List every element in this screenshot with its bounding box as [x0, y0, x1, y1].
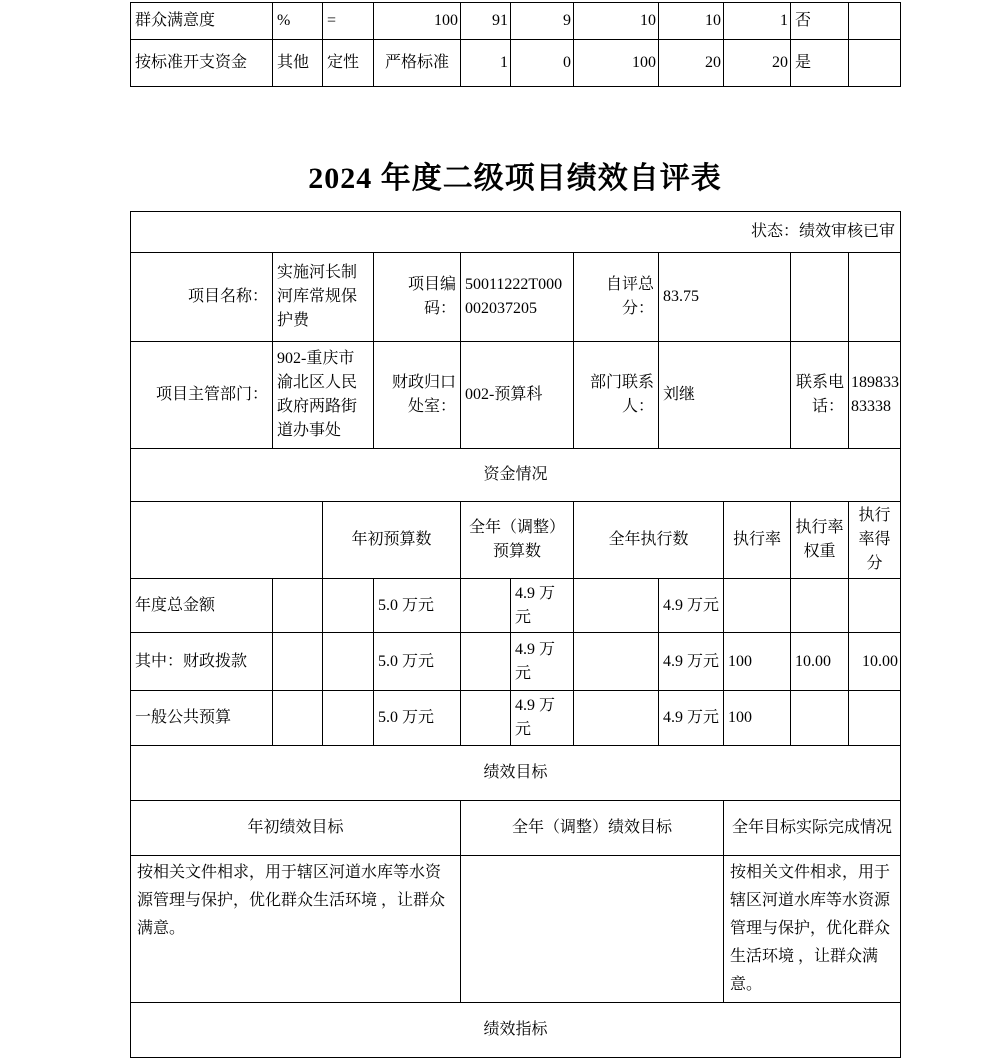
indicator-table-tail — [130, 2, 901, 87]
targets-content-row — [131, 856, 901, 1003]
col-header-executed: 全年执行数 — [574, 502, 724, 579]
col-header-actual-completion: 全年目标实际完成情况 — [724, 801, 901, 856]
finance-office-label: 财政归口处室： — [374, 342, 461, 449]
fund-executed: 4.9 万元 — [659, 633, 724, 691]
indicator-symbol-cell: = — [323, 3, 374, 40]
empty-cell — [323, 579, 374, 633]
project-code-value: 50011222T000002037205 — [461, 253, 574, 342]
phone-label: 联系电话： — [791, 342, 849, 449]
project-name-label: 项目名称： — [131, 253, 273, 342]
indicator-value-cell: 1 — [461, 40, 511, 87]
fund-adjusted-budget: 4.9 万元 — [511, 691, 574, 746]
fund-rate: 100 — [724, 633, 791, 691]
empty-cell — [574, 633, 659, 691]
fund-rate-weight — [791, 691, 849, 746]
fund-initial-budget: 5.0 万元 — [374, 633, 461, 691]
col-header-initial-target: 年初绩效目标 — [131, 801, 461, 856]
fund-rate-score — [849, 691, 901, 746]
finance-office-value: 002-预算科 — [461, 342, 574, 449]
contact-person-value: 刘继 — [659, 342, 791, 449]
targets-section-row — [131, 746, 901, 801]
indicators-section-row — [131, 1003, 901, 1058]
actual-completion-text: 按相关文件相求，用于辖区河道水库等水资源管理与保护，优化群众生活环境 ，让群众满意。 — [724, 856, 901, 1003]
indicator-weight-cell: 10 — [659, 3, 724, 40]
empty-cell — [461, 579, 511, 633]
indicator-value-cell: 100 — [574, 40, 659, 87]
targets-section-title: 绩效目标 — [131, 746, 901, 801]
project-name-value: 实施河长制河库常规保护费 — [273, 253, 374, 342]
status-text: 状态：绩效审核已审 — [131, 212, 901, 253]
empty-cell — [323, 691, 374, 746]
funds-row-public-budget — [131, 691, 901, 746]
empty-cell — [273, 691, 323, 746]
col-header-adjusted-target: 全年（调整）绩效目标 — [461, 801, 724, 856]
phone-value: 18983383338 — [849, 342, 901, 449]
fund-row-label: 一般公共预算 — [131, 691, 273, 746]
indicator-target-cell: 100 — [374, 3, 461, 40]
page-title: 2024 年度二级项目绩效自评表 — [308, 162, 722, 195]
indicator-row-satisfaction — [131, 3, 901, 40]
col-header-adjusted-budget: 全年（调整）预算数 — [461, 502, 574, 579]
empty-cell — [791, 253, 849, 342]
empty-cell — [461, 691, 511, 746]
empty-cell — [323, 633, 374, 691]
fund-initial-budget: 5.0 万元 — [374, 691, 461, 746]
department-label: 项目主管部门： — [131, 342, 273, 449]
indicator-score-cell: 20 — [724, 40, 791, 87]
fund-adjusted-budget: 4.9 万元 — [511, 579, 574, 633]
funds-section-row — [131, 449, 901, 502]
indicator-symbol-cell: 定性 — [323, 40, 374, 87]
self-score-value: 83.75 — [659, 253, 791, 342]
col-header-rate-weight: 执行率权重 — [791, 502, 849, 579]
funds-row-total — [131, 579, 901, 633]
col-header-rate-score: 执行率得分 — [849, 502, 901, 579]
indicator-score-cell: 1 — [724, 3, 791, 40]
funds-section-title: 资金情况 — [131, 449, 901, 502]
fund-rate-weight: 10.00 — [791, 633, 849, 691]
project-code-label: 项目编码： — [374, 253, 461, 342]
indicator-flag-cell: 否 — [791, 3, 849, 40]
fund-rate-weight — [791, 579, 849, 633]
contact-person-label: 部门联系人： — [574, 342, 659, 449]
status-row — [131, 212, 901, 253]
indicator-value-cell: 10 — [574, 3, 659, 40]
fund-adjusted-budget: 4.9 万元 — [511, 633, 574, 691]
indicator-flag-cell: 是 — [791, 40, 849, 87]
project-name-row — [131, 253, 901, 342]
fund-rate-score: 10.00 — [849, 633, 901, 691]
col-header-initial-budget: 年初预算数 — [323, 502, 461, 579]
adjusted-target-text — [461, 856, 724, 1003]
indicator-value-cell: 0 — [511, 40, 574, 87]
empty-cell — [849, 3, 901, 40]
department-row — [131, 342, 901, 449]
indicator-name-cell: 群众满意度 — [131, 3, 273, 40]
empty-cell — [273, 579, 323, 633]
funds-row-fiscal — [131, 633, 901, 691]
fund-initial-budget: 5.0 万元 — [374, 579, 461, 633]
indicator-target-cell: 严格标准 — [374, 40, 461, 87]
indicator-unit-cell: 其他 — [273, 40, 323, 87]
empty-cell — [574, 691, 659, 746]
empty-cell — [461, 633, 511, 691]
self-score-label: 自评总分： — [574, 253, 659, 342]
empty-cell — [574, 579, 659, 633]
self-eval-table — [130, 211, 901, 1058]
targets-header-row — [131, 801, 901, 856]
fund-executed: 4.9 万元 — [659, 579, 724, 633]
empty-cell — [849, 253, 901, 342]
empty-cell — [131, 502, 323, 579]
fund-row-label: 年度总金额 — [131, 579, 273, 633]
fund-executed: 4.9 万元 — [659, 691, 724, 746]
fund-rate: 100 — [724, 691, 791, 746]
fund-row-label: 其中：财政拨款 — [131, 633, 273, 691]
indicator-value-cell: 91 — [461, 3, 511, 40]
funds-header-row — [131, 502, 901, 579]
fund-rate-score — [849, 579, 901, 633]
indicator-unit-cell: % — [273, 3, 323, 40]
indicator-name-cell: 按标准开支资金 — [131, 40, 273, 87]
empty-cell — [273, 633, 323, 691]
indicator-value-cell: 9 — [511, 3, 574, 40]
indicator-row-spending — [131, 40, 901, 87]
department-value: 902-重庆市渝北区人民政府两路街道办事处 — [273, 342, 374, 449]
fund-rate — [724, 579, 791, 633]
empty-cell — [849, 40, 901, 87]
indicators-section-title: 绩效指标 — [131, 1003, 901, 1058]
indicator-weight-cell: 20 — [659, 40, 724, 87]
col-header-rate: 执行率 — [724, 502, 791, 579]
initial-target-text: 按相关文件相求，用于辖区河道水库等水资源管理与保护，优化群众生活环境 ，让群众满意。 — [131, 856, 461, 1003]
